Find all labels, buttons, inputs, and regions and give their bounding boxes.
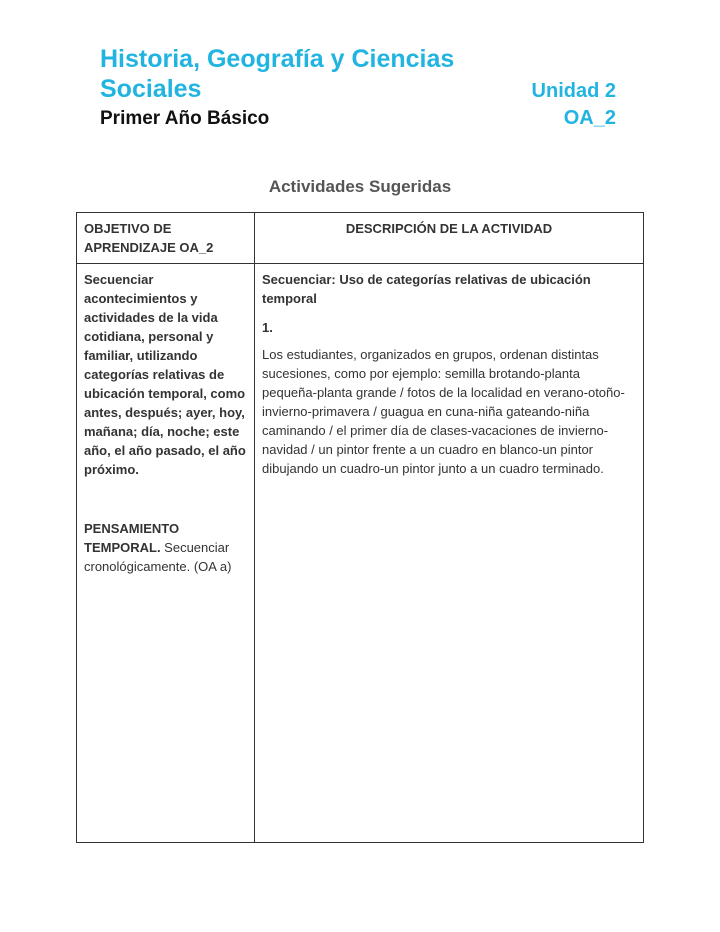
objective-text: Secuenciar acontecimientos y actividades de la vida cotidiana, personal y familiar, utilizando categorías relativas de ubicación temporal, como antes, después; ayer, hoy, mañana; día, noche; este año, el año pasado, el año próximo. (84, 272, 246, 477)
objective-column-header: OBJETIVO DE APRENDIZAJE OA_2 (77, 213, 255, 264)
section-title: Actividades Sugeridas (268, 177, 452, 196)
description-column-header: DESCRIPCIÓN DE LA ACTIVIDAD (255, 213, 644, 264)
objective-cell (77, 264, 255, 843)
thinking-text: Secuenciar cronológicamente. (OA a) (84, 540, 232, 574)
thinking-skill (84, 519, 247, 576)
thinking-label: PENSAMIENTO TEMPORAL. (84, 521, 180, 555)
unit-label: Unidad 2 (531, 80, 616, 102)
description-cell (255, 264, 644, 843)
activity-title: Secuenciar: Uso de categorías relativas de ubicación temporal (262, 272, 591, 306)
subject-title-line2: Sociales (100, 75, 202, 103)
grade-label: Primer Año Básico (100, 108, 270, 129)
table-row (77, 264, 644, 843)
activities-table (76, 212, 644, 843)
activity-description: Los estudiantes, organizados en grupos, ordenan distintas sucesiones, como por ejemplo: semilla brotando-planta pequeña-planta grande / fotos de la localidad en verano-otoño-invierno-primavera / guagua en cuna-niña gateando-niña caminando / el primer día de clases-vacaciones de invierno-navidad / un pintor frente a un cuadro en blanco-un pintor dibujando un cuadro-un pintor junto a un cuadro terminado. (262, 347, 625, 476)
subject-title-line1: Historia, Geografía y Ciencias (100, 45, 455, 73)
page-header (100, 44, 616, 130)
activity-number: 1. (262, 320, 273, 335)
oa-label: OA_2 (563, 107, 616, 129)
table-header-row (77, 213, 644, 264)
